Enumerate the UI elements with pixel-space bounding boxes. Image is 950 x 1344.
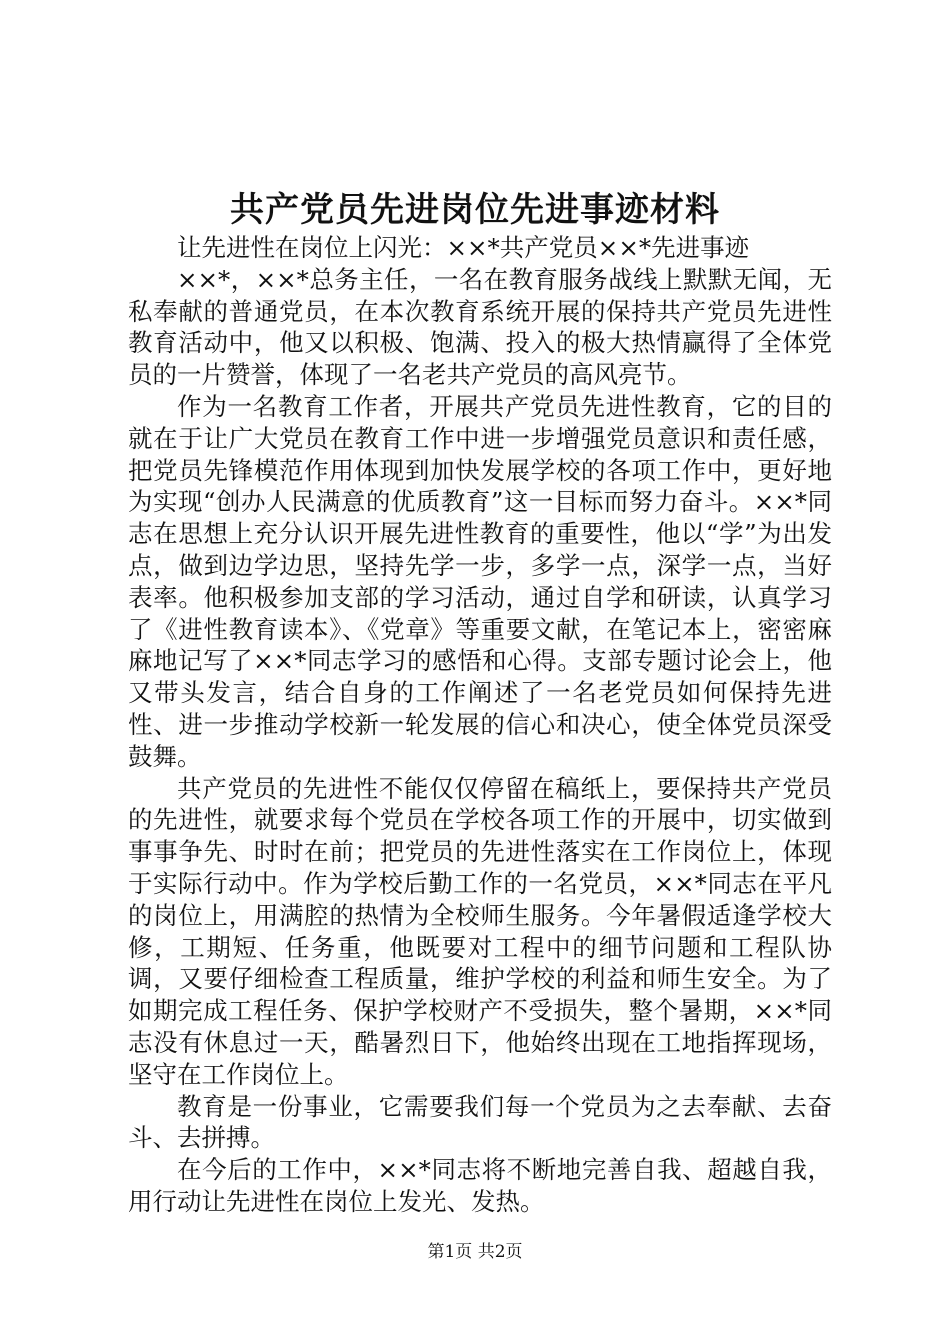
subtitle-paragraph: 让先进性在岗位上闪光：××*共产党员××*先进事迹 — [177, 233, 750, 262]
page-number-footer: 第1页 共2页 — [427, 1242, 523, 1262]
body-paragraph: 共产党员的先进性不能仅仅停留在稿纸上，要保持共产党员的先进性，就要求每个党员在学校各项工作的开展中，切实做到事事争先、时时在前；把党员的先进性落实在工作岗位上，体现于实际行动中。作为学校后勤工作的一名党员，××*同志在平凡的岗位上，用满腔的热情为全校师生服务。今年暑假适逢学校大修，工期短、任务重，他既要对工程中的细节问题和工程队协调，又要仔细检查工程质量，维护学校的利益和师生安全。为了如期完成工程任务、保护学校财产不受损失，整个暑期，××*同志没有休息过一天，酷暑烈日下，他始终出现在工地指挥现场，坚守在工作岗位上。 — [128, 773, 832, 1089]
body-paragraph: 教育是一份事业，它需要我们每一个党员为之去奉献、去奋斗、去拼搏。 — [128, 1091, 832, 1153]
body-paragraph: 在今后的工作中，××*同志将不断地完善自我、超越自我，用行动让先进性在岗位上发光、发热。 — [128, 1155, 832, 1216]
body-paragraph: 作为一名教育工作者，开展共产党员先进性教育，它的目的就在于让广大党员在教育工作中进一步增强党员意识和责任感，把党员先锋模范作用体现到加快发展学校的各项工作中，更好地为实现“创办人民满意的优质教育”这一目标而努力奋斗。××*同志在思想上充分认识开展先进性教育的重要性，他以“学”为出发点，做到边学边思，坚持先学一步，多学一点，深学一点，当好表率。他积极参加支部的学习活动，通过自学和研读，认真学习了《进性教育读本》、《党章》等重要文献，在笔记本上，密密麻麻地记写了××*同志学习的感悟和心得。支部专题讨论会上，他又带头发言，结合自身的工作阐述了一名老党员如何保持先进性、进一步推动学校新一轮发展的信心和决心，使全体党员深受鼓舞。 — [128, 391, 832, 771]
body-paragraph: ××*，××*总务主任，一名在教育服务战线上默默无闻，无私奉献的普通党员，在本次教育系统开展的保持共产党员先进性教育活动中，他又以积极、饱满、投入的极大热情赢得了全体党员的一片赞誉，体现了一名老共产党员的高风亮节。 — [128, 264, 832, 390]
document-title: 共产党员先进岗位先进事迹材料 — [230, 190, 720, 230]
document-body — [128, 232, 832, 1218]
